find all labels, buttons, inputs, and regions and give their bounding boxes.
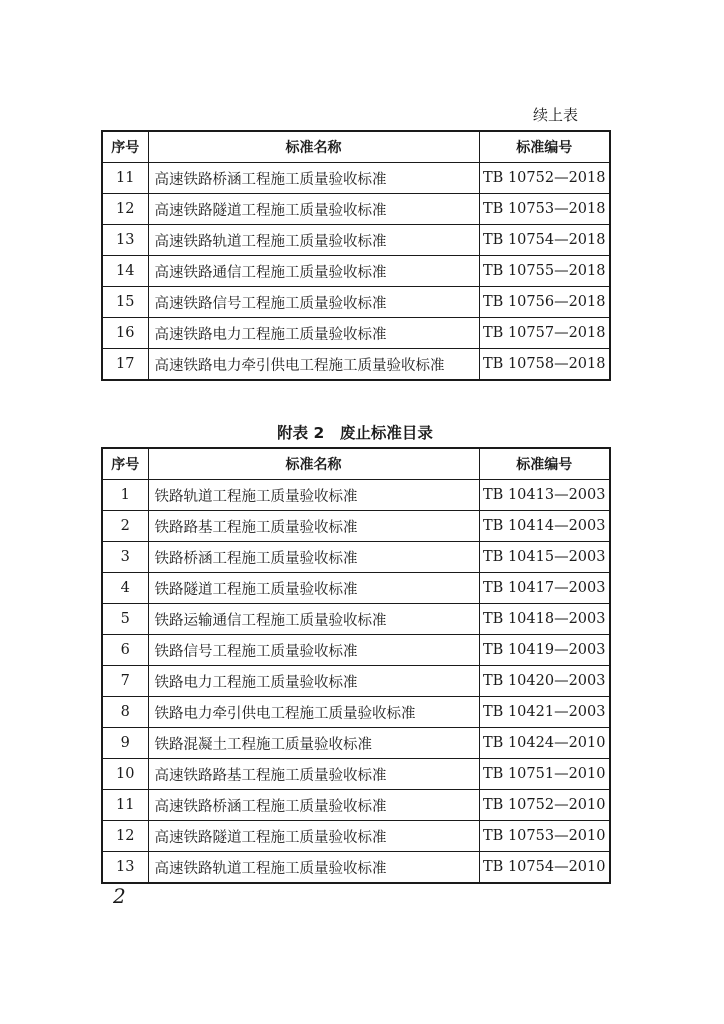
row-seq: 6 — [102, 635, 148, 666]
row-standard-name: 高速铁路通信工程施工质量验收标准 — [148, 256, 479, 287]
row-standard-name: 铁路隧道工程施工质量验收标准 — [148, 573, 479, 604]
row-standard-code: TB 10753—2010 — [479, 821, 610, 852]
row-standard-code: TB 10421—2003 — [479, 697, 610, 728]
table-row — [102, 287, 610, 318]
row-seq: 2 — [102, 511, 148, 542]
row-standard-name: 铁路混凝土工程施工质量验收标准 — [148, 728, 479, 759]
row-seq: 8 — [102, 697, 148, 728]
row-standard-name: 高速铁路隧道工程施工质量验收标准 — [148, 194, 479, 225]
row-seq: 12 — [102, 821, 148, 852]
row-seq: 16 — [102, 318, 148, 349]
row-standard-name: 高速铁路电力工程施工质量验收标准 — [148, 318, 479, 349]
table-row — [102, 349, 610, 381]
header-code: 标准编号 — [479, 448, 610, 480]
table-row — [102, 728, 610, 759]
row-standard-code: TB 10755—2018 — [479, 256, 610, 287]
header-seq: 序号 — [102, 131, 148, 163]
table-header-row — [102, 131, 610, 163]
table-row — [102, 852, 610, 884]
row-seq: 3 — [102, 542, 148, 573]
table-row — [102, 163, 610, 194]
row-standard-name: 铁路桥涵工程施工质量验收标准 — [148, 542, 479, 573]
row-standard-code: TB 10413—2003 — [479, 480, 610, 511]
table-title: 附表 2 废止标准目录 — [277, 424, 433, 442]
continued-standards-table — [101, 130, 611, 381]
row-seq: 15 — [102, 287, 148, 318]
header-code: 标准编号 — [479, 131, 610, 163]
row-seq: 13 — [102, 225, 148, 256]
row-standard-name: 高速铁路轨道工程施工质量验收标准 — [148, 225, 479, 256]
row-seq: 13 — [102, 852, 148, 884]
table-row — [102, 480, 610, 511]
page-number: 2 — [113, 884, 126, 908]
row-standard-code: TB 10753—2018 — [479, 194, 610, 225]
row-standard-code: TB 10752—2010 — [479, 790, 610, 821]
row-seq: 1 — [102, 480, 148, 511]
row-standard-code: TB 10419—2003 — [479, 635, 610, 666]
row-seq: 11 — [102, 163, 148, 194]
table-row — [102, 225, 610, 256]
row-standard-code: TB 10420—2003 — [479, 666, 610, 697]
row-standard-code: TB 10754—2010 — [479, 852, 610, 884]
row-standard-name: 高速铁路桥涵工程施工质量验收标准 — [148, 790, 479, 821]
table-row — [102, 511, 610, 542]
row-seq: 4 — [102, 573, 148, 604]
row-standard-code: TB 10424—2010 — [479, 728, 610, 759]
row-standard-code: TB 10754—2018 — [479, 225, 610, 256]
row-standard-code: TB 10758—2018 — [479, 349, 610, 381]
continued-table-label: 续上表 — [532, 106, 578, 124]
row-standard-name: 铁路轨道工程施工质量验收标准 — [148, 480, 479, 511]
row-standard-code: TB 10757—2018 — [479, 318, 610, 349]
table-row — [102, 666, 610, 697]
row-standard-name: 铁路路基工程施工质量验收标准 — [148, 511, 479, 542]
table-row — [102, 256, 610, 287]
row-standard-code: TB 10751—2010 — [479, 759, 610, 790]
table-row — [102, 635, 610, 666]
row-standard-name: 高速铁路桥涵工程施工质量验收标准 — [148, 163, 479, 194]
row-seq: 11 — [102, 790, 148, 821]
table-row — [102, 573, 610, 604]
row-standard-code: TB 10415—2003 — [479, 542, 610, 573]
row-standard-name: 高速铁路信号工程施工质量验收标准 — [148, 287, 479, 318]
row-seq: 14 — [102, 256, 148, 287]
row-seq: 9 — [102, 728, 148, 759]
row-standard-name: 高速铁路隧道工程施工质量验收标准 — [148, 821, 479, 852]
row-seq: 17 — [102, 349, 148, 381]
row-seq: 7 — [102, 666, 148, 697]
row-seq: 10 — [102, 759, 148, 790]
table-row — [102, 759, 610, 790]
abolished-standards-table — [101, 447, 611, 884]
row-seq: 12 — [102, 194, 148, 225]
row-standard-name: 铁路电力牵引供电工程施工质量验收标准 — [148, 697, 479, 728]
row-standard-name: 高速铁路路基工程施工质量验收标准 — [148, 759, 479, 790]
row-standard-name: 铁路信号工程施工质量验收标准 — [148, 635, 479, 666]
row-standard-code: TB 10414—2003 — [479, 511, 610, 542]
table-row — [102, 194, 610, 225]
row-standard-name: 铁路运输通信工程施工质量验收标准 — [148, 604, 479, 635]
table-row — [102, 318, 610, 349]
row-standard-name: 高速铁路轨道工程施工质量验收标准 — [148, 852, 479, 884]
row-standard-code: TB 10417—2003 — [479, 573, 610, 604]
table-header-row — [102, 448, 610, 480]
table-row — [102, 821, 610, 852]
row-standard-code: TB 10418—2003 — [479, 604, 610, 635]
header-name: 标准名称 — [148, 448, 479, 480]
table-row — [102, 542, 610, 573]
table-row — [102, 697, 610, 728]
row-standard-name: 高速铁路电力牵引供电工程施工质量验收标准 — [148, 349, 479, 381]
row-seq: 5 — [102, 604, 148, 635]
header-seq: 序号 — [102, 448, 148, 480]
table-row — [102, 604, 610, 635]
row-standard-code: TB 10752—2018 — [479, 163, 610, 194]
row-standard-name: 铁路电力工程施工质量验收标准 — [148, 666, 479, 697]
header-name: 标准名称 — [148, 131, 479, 163]
row-standard-code: TB 10756—2018 — [479, 287, 610, 318]
table-row — [102, 790, 610, 821]
